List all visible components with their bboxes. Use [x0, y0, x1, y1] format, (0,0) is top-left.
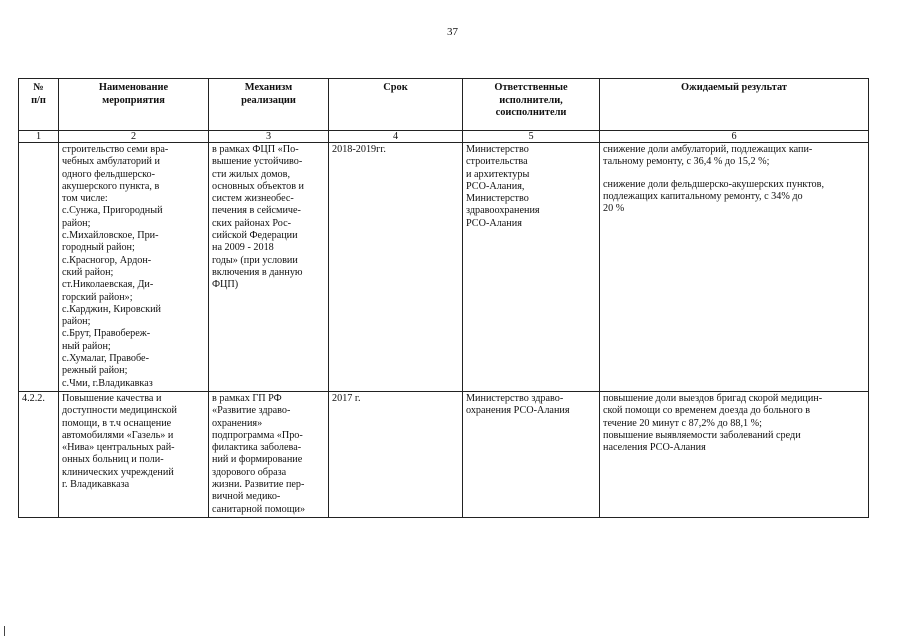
- header-result: Ожидаемый результат: [600, 79, 869, 131]
- table-row: [19, 143, 869, 392]
- row-executors: Министерство здраво- охранения РСО-Алания: [463, 391, 600, 517]
- column-number: 4: [329, 131, 463, 143]
- row-executors: Министерство строительства и архитектуры РСО-Алания, Министерство здравоохранения РСО-Алания: [463, 143, 600, 392]
- row-term: 2018-2019гг.: [329, 143, 463, 392]
- table-header-row: [19, 79, 869, 131]
- result-item: снижение доли амбулаторий, подлежащих капи- тальному ремонту, с 36,4 % до 15,2 %;: [603, 144, 813, 168]
- row-expected-result: [600, 391, 869, 517]
- row-mechanism: в рамках ГП РФ «Развитие здраво- охранения» подпрограмма «Про- филактика заболева- ний и формирование здорового образа жизни. Развитие пер- вичной медико- санитарной помощи»: [209, 391, 329, 517]
- page-number: 37: [447, 26, 458, 38]
- header-term: Срок: [329, 79, 463, 131]
- header-executors: Ответственные исполнители, соисполнители: [463, 79, 600, 131]
- row-term: 2017 г.: [329, 391, 463, 517]
- column-number: 3: [209, 131, 329, 143]
- column-number: 1: [19, 131, 59, 143]
- row-num: 4.2.2.: [19, 391, 59, 517]
- column-number: 5: [463, 131, 600, 143]
- row-num: [19, 143, 59, 392]
- column-number-row: [19, 131, 869, 143]
- header-num: № п/п: [19, 79, 59, 131]
- table-row: [19, 391, 869, 517]
- row-mechanism: в рамках ФЦП «По- вышение устойчиво- сти жилых домов, основных объектов и систем жизнеобес- печения в сейсмиче- ских районах Рос- сийской Федерации на 2009 - 2018 годы» (при условии включения в данную ФЦП): [209, 143, 329, 392]
- scan-edge-mark: [4, 626, 5, 636]
- row-expected-result: [600, 143, 869, 392]
- result-item: снижение доли фельдшерско-акушерских пунктов, подлежащих капитальному ремонту, с 34% до 20 %: [603, 178, 825, 215]
- column-number: 6: [600, 131, 869, 143]
- result-item: повышение доли выездов бригад скорой медицин- ской помощи со временем доезда до больного в течение 20 минут с 87,2% до 88,1 %; повышение выявляемости заболеваний среди населения РСО-Алания: [603, 392, 823, 454]
- column-number: 2: [59, 131, 209, 143]
- header-name: Наименование мероприятия: [59, 79, 209, 131]
- activities-table: [18, 78, 869, 518]
- header-mechanism: Механизм реализации: [209, 79, 329, 131]
- row-activity-name: строительство семи вра- чебных амбулаторий и одного фельдшерско- акушерского пункта, в том числе: с.Сунжа, Пригородный район; с.Михайловское, При- городный район; с.Красногор, Ардон- ский район; ст.Николаевская, Ди- горский район»; с.Карджин, Кировский район; с.Брут, Правобереж- ный район; с.Хумалаг, Правобе- режный район; с.Чми, г.Владикавказ: [59, 143, 209, 392]
- row-activity-name: Повышение качества и доступности медицинской помощи, в т.ч оснащение автомобилями «Газель» и «Нива» центральных рай- онных больниц и поли- клинических учреждений г. Владикавказа: [59, 391, 209, 517]
